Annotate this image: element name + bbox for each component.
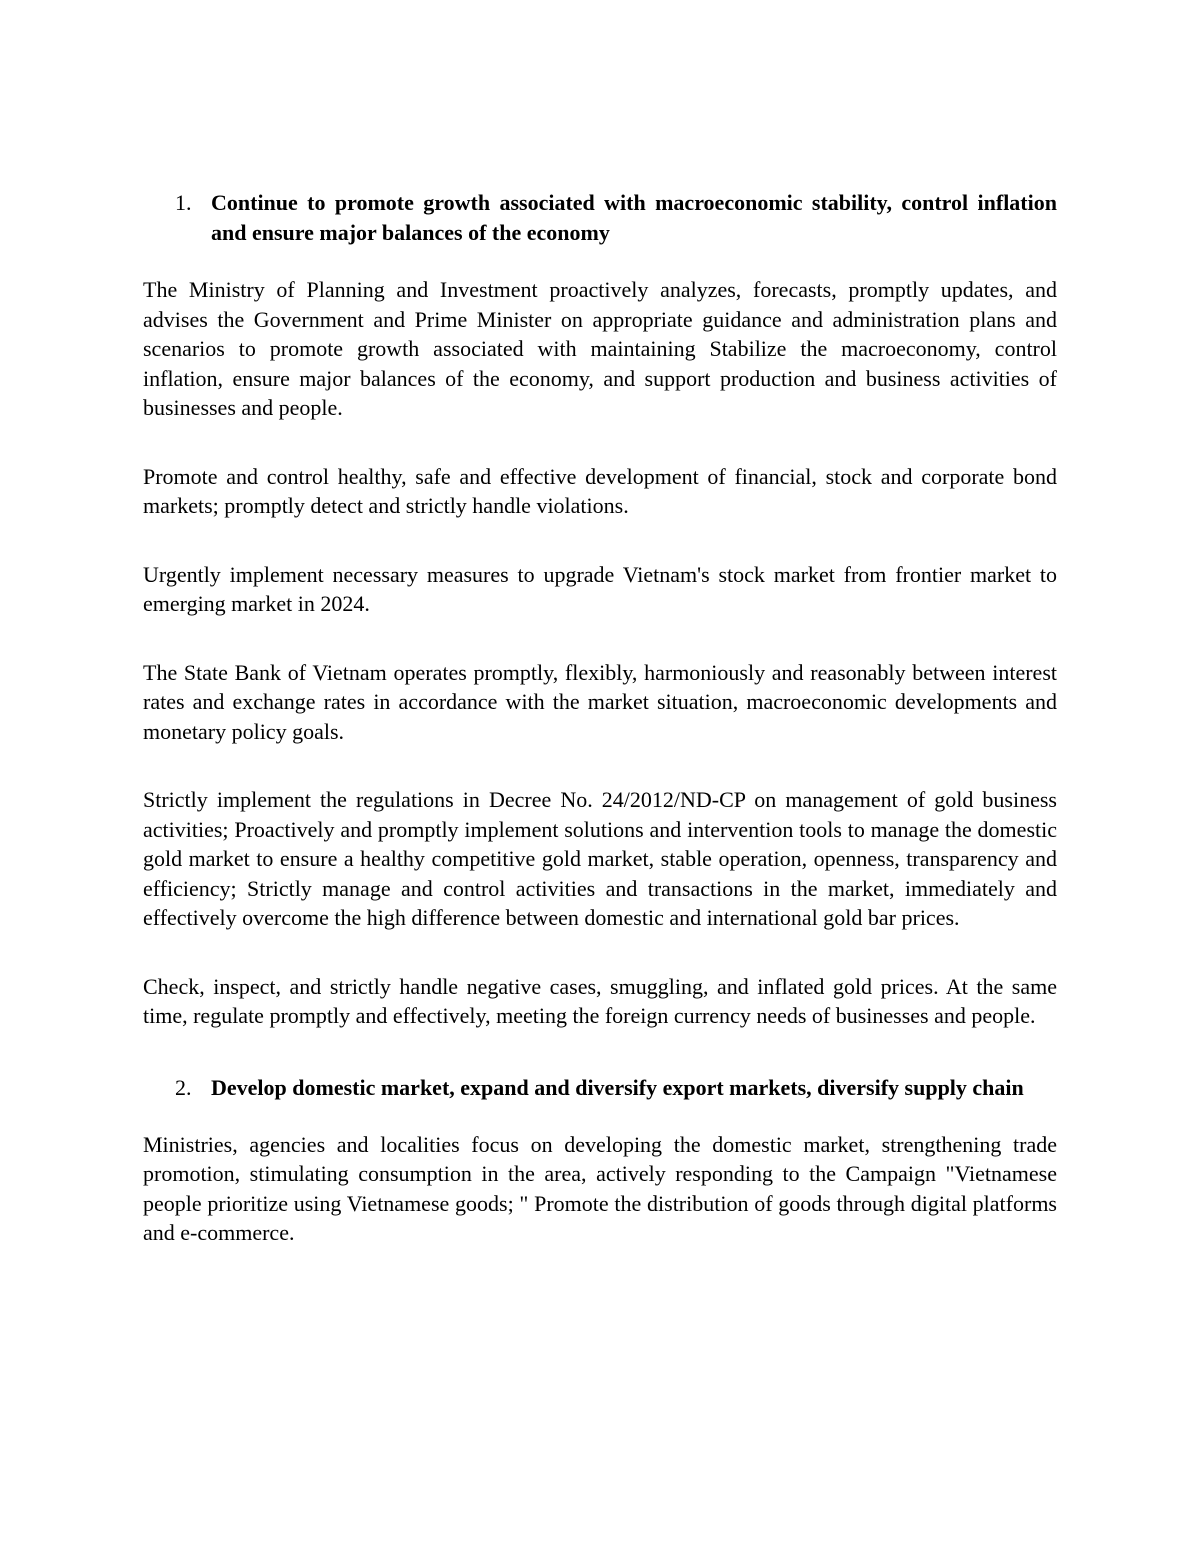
paragraph: Ministries, agencies and localities focus on developing the domestic market, strengthening trade promotion, stimulating consumption in the area, actively responding to the Campaign "Vietnamese people prioritize using Vietnamese goods; " Promote the distribution of goods through digital platforms and e-commerce. (143, 1131, 1057, 1245)
document-page (143, 188, 1057, 1248)
section-2-heading (143, 1073, 1057, 1103)
paragraph: Urgently implement necessary measures to upgrade Vietnam's stock market from frontier market to emerging market in 2024. (143, 561, 1057, 616)
paragraph: Check, inspect, and strictly handle negative cases, smuggling, and inflated gold prices. At the same time, regulate promptly and effectively, meeting the foreign currency needs of businesses and people. (143, 973, 1057, 1028)
paragraph: Promote and control healthy, safe and effective development of financial, stock and corporate bond markets; promptly detect and strictly handle violations. (143, 463, 1057, 518)
section-1-heading (143, 188, 1057, 248)
paragraph: Strictly implement the regulations in Decree No. 24/2012/ND-CP on management of gold business activities; Proactively and promptly implement solutions and intervention tools to manage the domestic gold market to ensure a healthy competitive gold market, stable operation, openness, transparency and efficiency; Strictly manage and control activities and transactions in the market, immediately and effectively overcome the high difference between domestic and international gold bar prices. (143, 787, 1057, 930)
paragraph: The Ministry of Planning and Investment proactively analyzes, forecasts, promptly updates, and advises the Government and Prime Minister on appropriate guidance and administration plans and scenarios to promote growth associated with maintaining Stabilize the macroeconomy, control inflation, ensure major balances of the economy, and support production and business activities of businesses and people. (143, 277, 1057, 420)
paragraph: The State Bank of Vietnam operates promptly, flexibly, harmoniously and reasonably between interest rates and exchange rates in accordance with the market situation, macroeconomic developments and monetary policy goals. (143, 659, 1057, 744)
section-1-number: 1. (175, 190, 192, 215)
section-2-number: 2. (175, 1074, 192, 1100)
section-2-heading-text: Develop domestic market, expand and diversify export markets, diversify supply chain (211, 1074, 1024, 1100)
section-1-heading-text: Continue to promote growth associated with macroeconomic stability, control inflation and ensure major balances of the economy (211, 190, 1057, 245)
